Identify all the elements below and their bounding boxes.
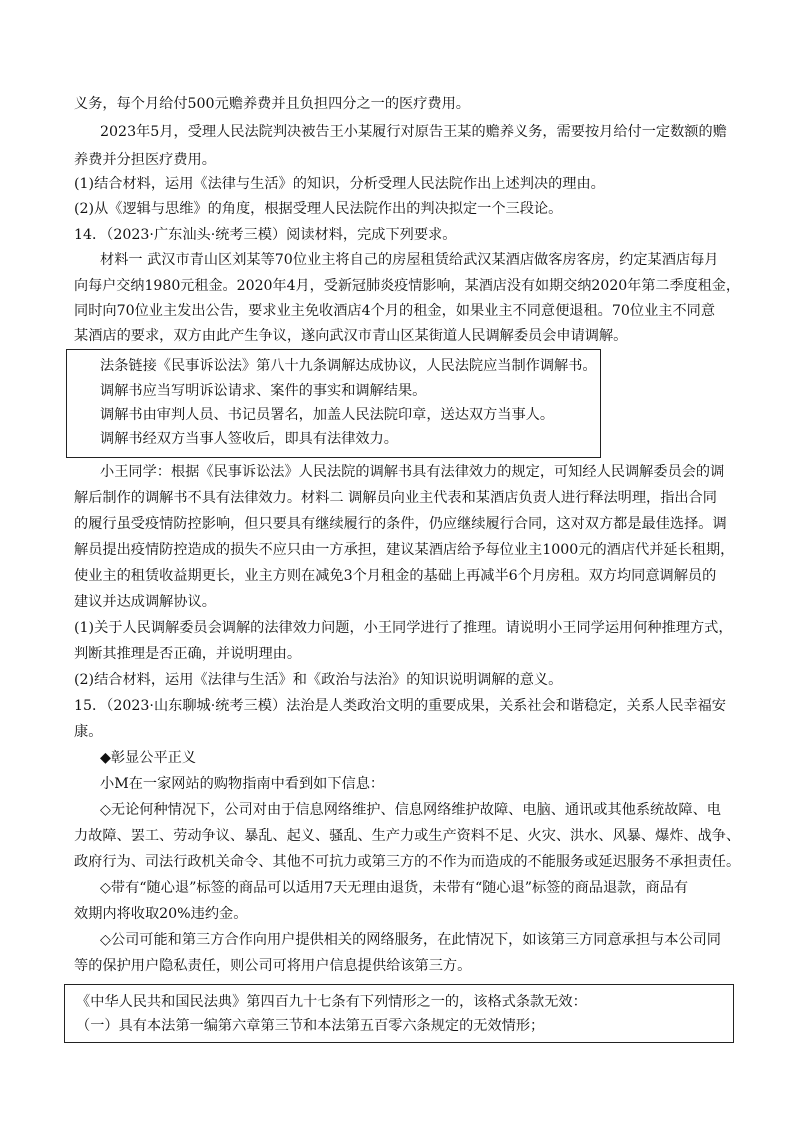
- question-item: (1)关于人民调解委员会调解的法律效力问题，小王同学进行了推理。请说明小王同学运用何种推理方式，: [74, 620, 733, 636]
- paragraph-line: 的履行虽受疫情防控影响，但只要具有继续履行的条件，仍应继续履行合同，这对双方都是最佳选择。调: [74, 516, 727, 532]
- paragraph-line: 使业主的租赁收益期更长，业主方则在减免3个月租金的基础上再减半6个月房租。双方均同意调解员的: [74, 568, 717, 584]
- paragraph-line: 小王同学：根据《民事诉讼法》人民法院的调解书具有法律效力的规定，可知经人民调解委员会的调: [100, 464, 725, 480]
- paragraph-line: 力故障、罢工、劳动争议、暴乱、起义、骚乱、生产力或生产资料不足、火灾、洪水、风暴、爆炸、战争、: [74, 828, 741, 844]
- law-excerpt-line: 调解书经双方当事人签收后，即具有法律效力。: [100, 431, 398, 447]
- civil-code-line: 《中华人民共和国民法典》第四百九十七条有下列情形之一的，该格式条款无效：: [76, 994, 587, 1010]
- paragraph-line: 养费并分担医疗费用。: [74, 152, 216, 168]
- paragraph-line: 解后制作的调解书不具有法律效力。材料二 调解员向业主代表和某酒店负责人进行释法明理，指出合同: [74, 490, 717, 506]
- paragraph-line: 解员提出疫情防控造成的损失不应只由一方承担，建议某酒店给予每位业主1000元的酒店代并延长租期，: [74, 542, 735, 558]
- section-heading: ◆彰显公平正义: [100, 750, 197, 766]
- question-heading: 15．（2023·山东聊城·统考三模）法治是人类政治文明的重要成果，关系社会和谐稳定，关系人民幸福安: [74, 698, 726, 714]
- paragraph-line: ◇公司可能和第三方合作向用户提供相关的网络服务，在此情况下，如该第三方同意承担与本公司同: [100, 932, 721, 948]
- civil-code-line: （一）具有本法第一编第六章第三节和本法第五百零六条规定的无效情形；: [76, 1018, 545, 1034]
- law-excerpt-line: 调解书由审判人员、书记员署名，加盖人民法院印章，送达双方当事人。: [100, 407, 555, 423]
- paragraph-line: 建议并达成调解协议。: [74, 594, 216, 610]
- paragraph-line: 等的保护用户隐私责任，则公司可将用户信息提供给该第三方。: [74, 958, 472, 974]
- question-item: (1)结合材料，运用《法律与生活》的知识，分析受理人民法院作出上述判决的理由。: [74, 176, 605, 192]
- paragraph-line: 政府行为、司法行政机关命令、其他不可抗力或第三方的不作为而造成的不能服务或延迟服务不承担责任。: [74, 854, 741, 870]
- paragraph-line: 小M在一家网站的购物指南中看到如下信息：: [100, 776, 385, 792]
- material-line: 同时向70位业主发出公告，要求业主免收酒店4个月的租金，如果业主不同意便退租。70位业主不同意: [74, 303, 716, 319]
- paragraph-line: ◇无论何种情况下，公司对由于信息网络维护、信息网络维护故障、电脑、通讯或其他系统故障、电: [100, 802, 721, 818]
- question-heading: 14．（2023·广东汕头·统考三模）阅读材料，完成下列要求。: [74, 227, 457, 243]
- material-line: 材料一 武汉市青山区刘某等70位业主将自己的房屋租赁给武汉某酒店做客房客房，约定某酒店每月: [100, 252, 719, 268]
- paragraph-line: 2023年5月，受理人民法院判决被告王小某履行对原告王某的赡养义务，需要按月给付一定数额的赡: [100, 124, 727, 140]
- material-line: 向每户交纳1980元租金。2020年4月，受新冠肺炎疫情影响，某酒店没有如期交纳2020年第二季度租金，: [74, 278, 740, 294]
- paragraph-line: ◇带有“随心退”标签的商品可以适用7天无理由退货，未带有“随心退”标签的商品退款，商品有: [100, 880, 689, 896]
- question-item: 判断其推理是否正确，并说明理由。: [74, 646, 302, 662]
- paragraph-line: 义务，每个月给付500元赡养费并且负担四分之一的医疗费用。: [74, 96, 470, 112]
- law-excerpt-line: 法条链接《民事诉讼法》第八十九条调解达成协议，人民法院应当制作调解书。: [100, 358, 597, 374]
- paragraph-line: 康。: [74, 724, 103, 740]
- paragraph-line: 效期内将收取20%违约金。: [74, 906, 248, 922]
- question-item: (2)从《逻辑与思维》的角度，根据受理人民法院作出的判决拟定一个三段论。: [74, 201, 563, 217]
- material-line: 某酒店的要求，双方由此产生争议，遂向武汉市青山区某街道人民调解委员会申请调解。: [74, 328, 628, 344]
- law-excerpt-line: 调解书应当写明诉讼请求、案件的事实和调解结果。: [100, 383, 427, 399]
- question-item: (2)结合材料，运用《法律与生活》和《政治与法治》的知识说明调解的意义。: [74, 672, 563, 688]
